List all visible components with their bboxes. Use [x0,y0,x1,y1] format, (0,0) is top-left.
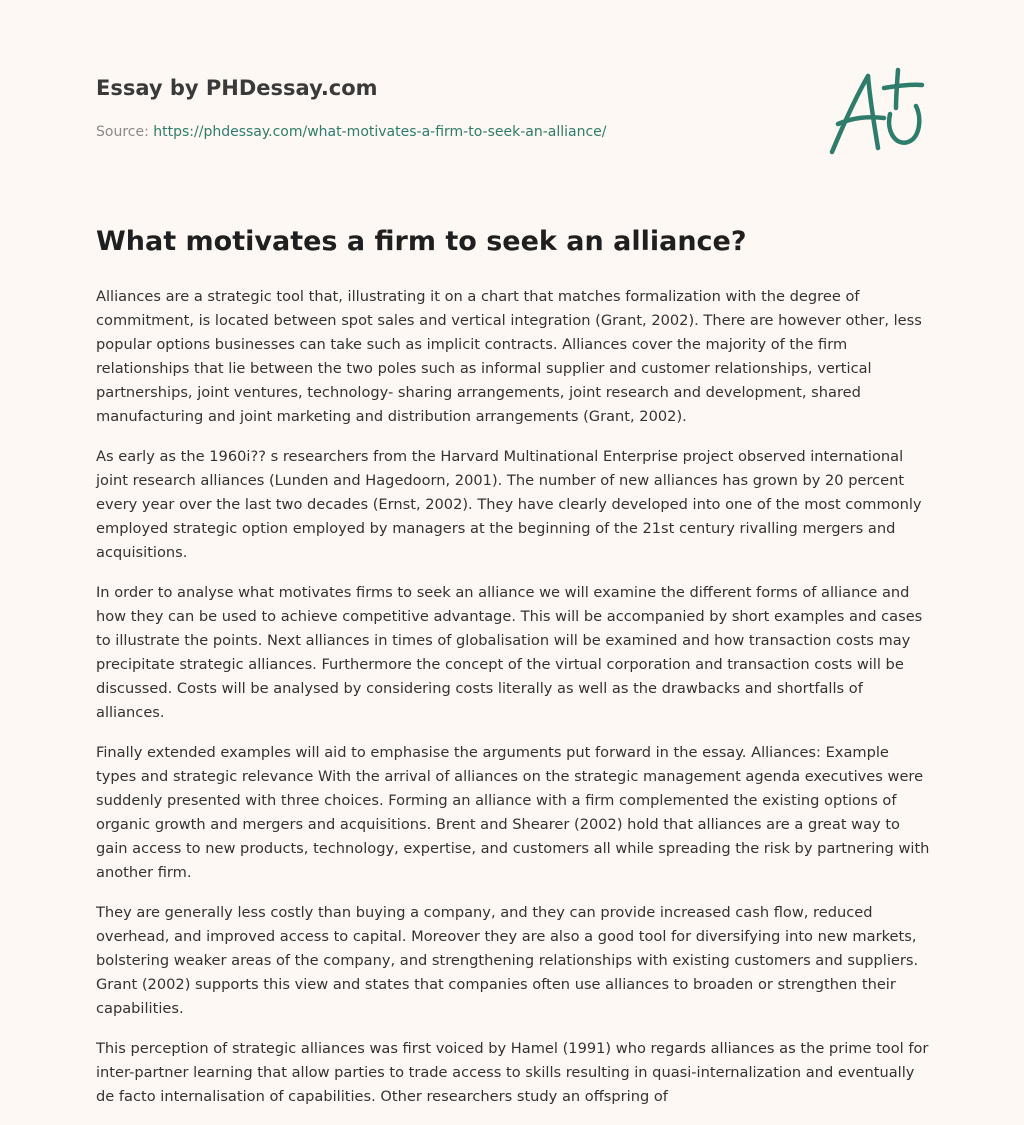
page-header [96,72,928,192]
essay-paragraph: In order to analyse what motivates firms to seek an alliance we will examine the different forms of alliance and how they can be used to achieve competitive advantage. This will be accompanied by short examples and cases to illustrate the points. Next alliances in times of globalisation will be examined and how transaction costs may precipitate strategic alliances. Furthermore the concept of the virtual corporation and transaction costs will be discussed. Costs will be analysed by considering costs literally as well as the drawbacks and shortfalls of alliances. [96,584,923,721]
source-link[interactable]: https://phdessay.com/what-motivates-a-firm-to-seek-an-alliance/ [153,124,607,140]
essay-paragraph: They are generally less costly than buying a company, and they can provide increased cash flow, reduced overhead, and improved access to capital. Moreover they are also a good tool for diversifying into new markets, bolstering weaker areas of the company, and strengthening relationships with existing customers and suppliers. Grant (2002) supports this view and states that companies often use alliances to broaden or strengthen their capabilities. [96,904,919,1017]
essay-paragraph: Alliances are a strategic tool that, illustrating it on a chart that matches formalization with the degree of commitment, is located between spot sales and vertical integration (Grant, 2002). There are however other, less popular options businesses can take such as implicit contracts. Alliances cover the majority of the firm relationships that lie between the two poles such as informal supplier and customer relationships, vertical partnerships, joint ventures, technology- sharing arrangements, joint research and development, shared manufacturing and joint marketing and distribution arrangements (Grant, 2002). [96,288,922,425]
a-plus-grade-icon [824,66,928,162]
site-title: Essay by PHDessay.com [96,76,378,100]
source-line [96,124,607,140]
source-label: Source: [96,124,154,140]
essay-paragraph: This perception of strategic alliances was first voiced by Hamel (1991) who regards alliances as the prime tool for inter-partner learning that allow parties to trade access to skills resulting in quasi-internalization and eventually de facto internalisation of capabilities. Other researchers study an offspring of [96,1040,929,1105]
essay-title: What motivates a firm to seek an alliance? [96,226,747,257]
essay-paragraph: As early as the 1960i?? s researchers from the Harvard Multinational Enterprise project observed international joint research alliances (Lunden and Hagedoorn, 2001). The number of new alliances has grown by 20 percent every year over the last two decades (Ernst, 2002). They have clearly developed into one of the most commonly employed strategic option employed by managers at the beginning of the 21st century rivalling mergers and acquisitions. [96,448,922,561]
essay-body [96,285,932,1125]
essay-paragraph: Finally extended examples will aid to emphasise the arguments put forward in the essay. Alliances: Example types and strategic relevance With the arrival of alliances on the strategic management agenda executives were suddenly presented with three choices. Forming an alliance with a firm complemented the existing options of organic growth and mergers and acquisitions. Brent and Shearer (2002) hold that alliances are a great way to gain access to new products, technology, expertise, and customers all while spreading the risk by partnering with another firm. [96,744,930,881]
